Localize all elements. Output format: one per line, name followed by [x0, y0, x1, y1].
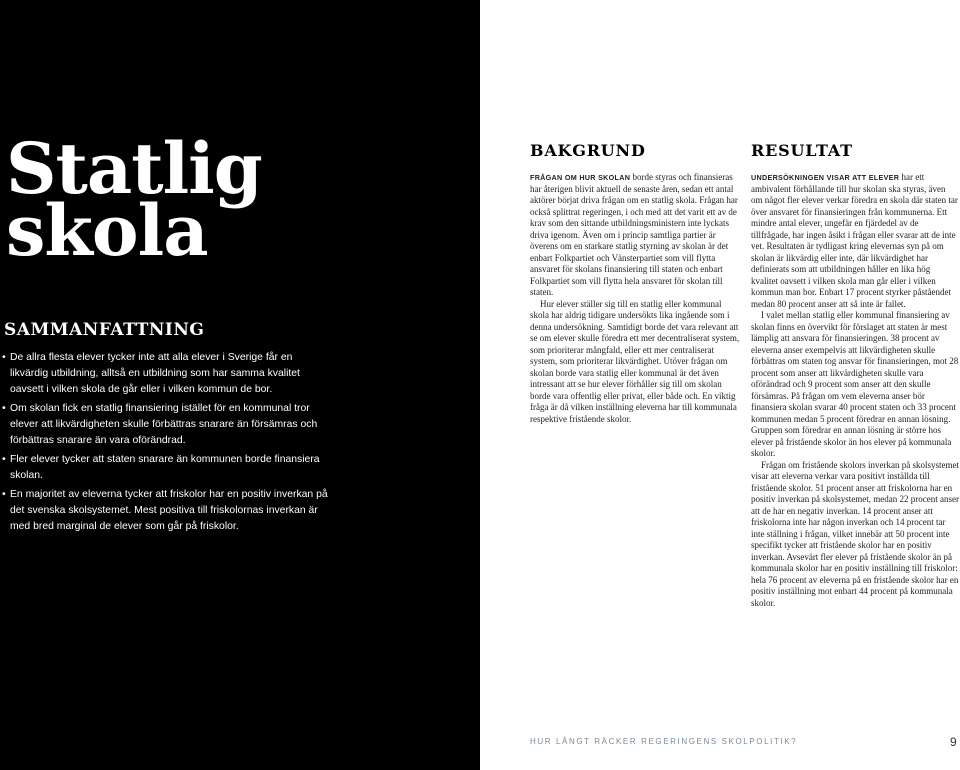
bullet-icon: •: [2, 489, 6, 500]
title-line-2: skola: [6, 189, 208, 272]
summary-heading: SAMMANFATTNING: [4, 320, 205, 340]
bakgrund-paragraph-2: Hur elever ställer sig till en statlig eller kommunal skola har aldrig tidigare undersökts lika ingående som i denna undersökning. Samtidigt borde det vara relevant att se om elever skulle föredra ett mer decentraliserat system, som prioriterar mångfald, eller ett mer centraliserat system, som prioriterar likvärdighet. Utöver frågan om skolan borde vara statlig eller kommunal är det även intressant att se hur elever förhåller sig till om skolan borde vara offentlig eller privat, eller både och. En viktig fråga är då vilken inställning eleverna har till kommunala respektive fristående skolor.: [530, 298, 740, 424]
bakgrund-body: [530, 172, 742, 425]
resultat-paragraph-2: I valet mellan statlig eller kommunal finansiering av skolan finns en övervikt för förslaget att staten är mest lämplig att ansvara för finansieringen. 38 procent av eleverna anser exempelvis att likvärdigheten skulle förbättras om staten tog ansvar för finansieringen, mot 28 procent som anser att likvärdigheten skulle vara oförändrad och 9 procent som anser att den skulle försämras. På frågan om vem eleverna anser bör finansiera skolan svarar 40 procent staten och 33 procent kommunen medan 5 procent föredrar en annan lösning. Gruppen som föredrar en annan lösning är större hos elever på fristående skolor än hos elever på kommunala skolor.: [751, 310, 959, 458]
bullet-text: Fler elever tycker att staten snarare än kommunen borde finansiera skolan.: [10, 454, 320, 481]
bullet-icon: •: [2, 403, 6, 414]
bullet-icon: •: [2, 352, 6, 363]
resultat-paragraph-1-text: har ett ambivalent förhållande till hur skolan ska styras, även om något fler elever verkar föredra en skola där staten tar över ansvaret för finansieringen från kommunerna. Ett mindre antal elever, ungefär en fjärdedel av de tillfrågade, har ingen åsikt i frågan eller svarar att de inte vet. Resultaten är tydligast kring elevernas syn på om skolan är likvärdig eller inte, där likvärdighet har definierats som att utbildningen håller en lika hög kvalitet oavsett i vilken skola man går eller i vilken kommun man bor. Enbart 17 procent styrker påståendet medan 80 procent anser att så inte är fallet.: [751, 172, 958, 309]
list-item: [2, 350, 328, 398]
title-line-1: Statlig: [6, 127, 262, 210]
resultat-paragraph-3: Frågan om fristående skolors inverkan på skolsystemet visar att eleverna verkar vara positivt inställda till fristående skolor. 51 procent anser att friskolorna har en positiv inverkan på skolsystemet, medan 22 procent anser att de har en negativ inverkan. 14 procent anser att friskolorna inte har någon inverkan och 14 procent tar inte ställning i frågan, vilket innebär att 50 procent inte specifikt tycker att fristående skolor har en positiv inverkan. Avsevärt fler elever på fristående skolor än på kommunala skolor har en positiv inställning till friskolor: hela 76 procent av eleverna på en fristående skolor har en positiv inställning mot enbart 44 procent på kommunala skolor.: [751, 459, 959, 608]
bakgrund-paragraph-1-text: borde styras och finansieras har återigen blivit aktuell de senaste åren, sedan ett antal aktörer börjat driva frågan om en statlig skola. Frågan har också splittrat regeringen, i och med att det varit ett av de krav som den sittande utbildningsministern inte lyckats driva igenom. Även om i princip samtliga partier är överens om en starkare statlig styrning av skolan är det enbart Folkpartiet och Vänsterpartiet som vill flytta ansvaret för skolans finansiering till staten och enbart Folkpartiet som vill flytta hela ansvaret för skolan till staten.: [530, 172, 738, 297]
bakgrund-heading: BAKGRUND: [530, 141, 646, 160]
resultat-heading: RESULTAT: [751, 141, 853, 160]
list-item: [2, 487, 328, 535]
resultat-paragraph-1: [751, 172, 959, 310]
resultat-body: [751, 172, 959, 609]
page-title: [6, 127, 262, 272]
bullet-text: Om skolan fick en statlig finansiering istället för en kommunal tror elever att likvärdigheten skulle förbättras snarare än försämras och förbättras snarare än vara oförändrad.: [10, 403, 318, 446]
bullet-text: De allra flesta elever tycker inte att alla elever i Sverige får en likvärdig utbildning, alltså en utbildning som har samma kvalitet oavsett i vilken skola de går eller i vilken kommun de bor.: [10, 352, 300, 395]
list-item: [2, 452, 328, 484]
summary-list: [2, 350, 328, 538]
bakgrund-lead: FRÅGAN OM HUR SKOLAN: [530, 173, 631, 182]
bakgrund-paragraph-1: [530, 172, 742, 299]
resultat-lead: UNDERSÖKNINGEN VISAR ATT ELEVER: [751, 173, 900, 182]
list-item: [2, 401, 328, 449]
bullet-text: En majoritet av eleverna tycker att friskolor har en positiv inverkan på det svenska skolsystemet. Mest positiva till friskolornas inverkan är med bred marginal de elever som går på friskolor.: [10, 489, 328, 532]
bullet-icon: •: [2, 454, 6, 465]
page-number: 9: [950, 735, 957, 749]
running-footer: HUR LÅNGT RÄCKER REGERINGENS SKOLPOLITIK?: [530, 737, 798, 746]
